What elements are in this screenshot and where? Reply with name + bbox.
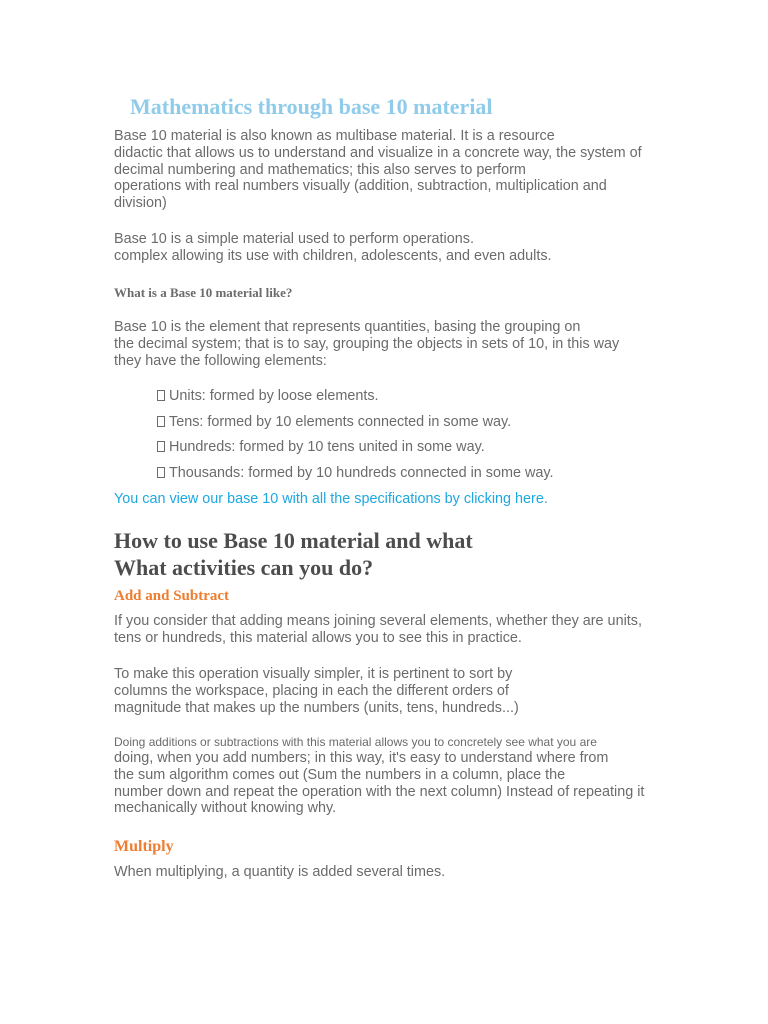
simple-material-paragraph: Base 10 is a simple material used to perform operations. complex allowing its use with children, adolescents, and even adults. [114, 231, 552, 264]
elements-list [157, 387, 554, 489]
intro-paragraph: Base 10 material is also known as multibase material. It is a resource didactic that allows us to understand and visualize in a concrete way, the system of decimal numbering and mathematics; this also serves to perform operations with real numbers visually (addition, subtraction, multiplication and division) [114, 128, 642, 212]
add-subtract-paragraph-3: Doing additions or subtractions with this material allows you to concretely see what you are doing, when you add numbers; in this way, it's easy to understand where from the sum algorithm comes out (Sum the numbers in a column, place the number down and repeat the operation with the next column) Instead of repeating it mechanically without knowing why. [114, 735, 645, 817]
list-item: Hundreds: formed by 10 tens united in some way. [157, 438, 554, 464]
add-subtract-paragraph-1: If you consider that adding means joining several elements, whether they are units, tens or hundreds, this material allows you to see this in practice. [114, 613, 642, 646]
list-item: Thousands: formed by 10 hundreds connected in some way. [157, 464, 554, 490]
specifications-link[interactable]: You can view our base 10 with all the specifications by clicking here. [114, 491, 548, 507]
elements-intro-paragraph: Base 10 is the element that represents quantities, basing the grouping on the decimal system; that is to say, grouping the objects in sets of 10, in this way they have the following elements: [114, 319, 620, 369]
page-title: Mathematics through base 10 material [130, 94, 493, 119]
add-subtract-heading: Add and Subtract [114, 588, 230, 604]
multiply-paragraph: When multiplying, a quantity is added several times. [114, 864, 446, 880]
bullet-box-icon [157, 390, 165, 401]
bullet-box-icon [157, 416, 165, 427]
bullet-box-icon [157, 441, 165, 452]
list-item: Tens: formed by 10 elements connected in some way. [157, 413, 554, 439]
list-item: Units: formed by loose elements. [157, 387, 554, 413]
bullet-box-icon [157, 467, 165, 478]
multiply-heading: Multiply [114, 838, 174, 855]
what-is-heading: What is a Base 10 material like? [114, 285, 293, 300]
how-to-heading: How to use Base 10 material and what What activities can you do? [114, 528, 473, 580]
add-subtract-paragraph-2: To make this operation visually simpler, it is pertinent to sort by columns the workspace, placing in each the different orders of magnitude that makes up the numbers (units, tens, hundreds...) [114, 666, 519, 716]
